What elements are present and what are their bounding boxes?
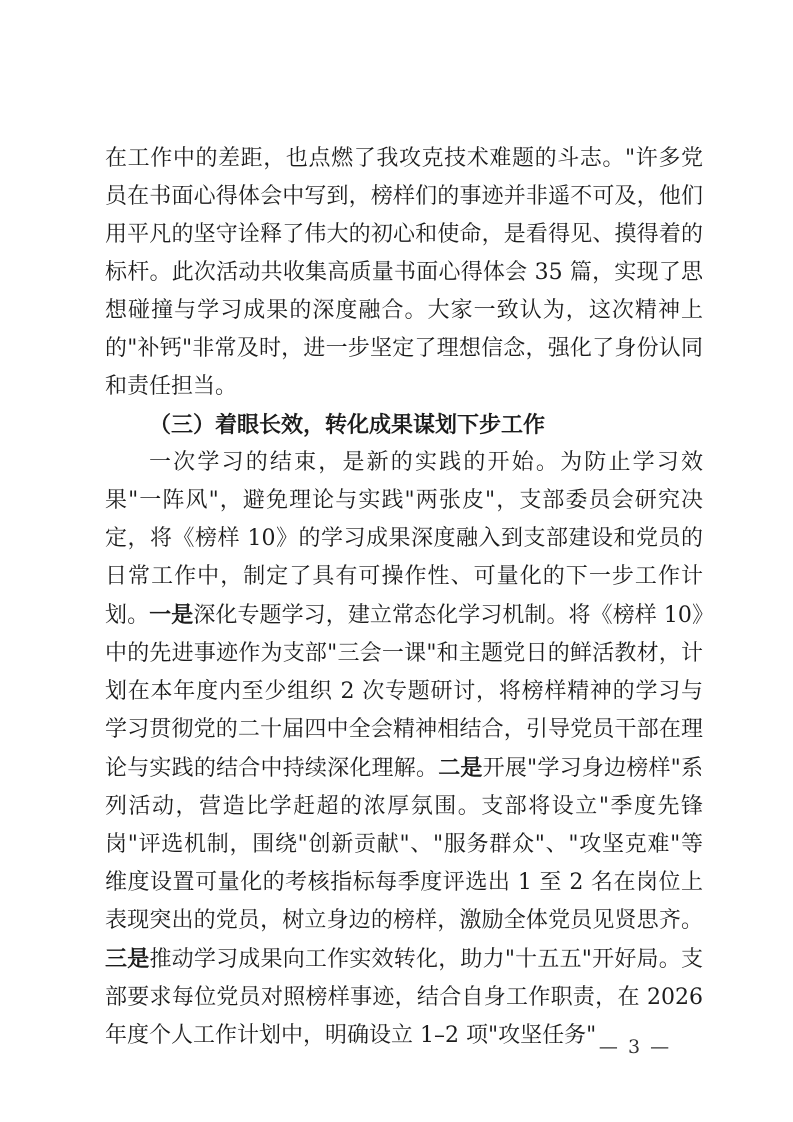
list-marker-third: 三是: [105, 946, 150, 972]
paragraph-segment: 一次学习的结束，是新的实践的开始。为防止学习效果"一阵风"，避免理论与实践"两张皮"，支部委员会研究决定，将《榜样 10》的学习成果深度融入到支部建设和党员的日常工作中，制定了具有可操作性、可量化的下一步工作计划。: [105, 450, 703, 628]
body-paragraph-plan: [105, 444, 703, 1055]
page-number: — 3 —: [598, 1036, 672, 1058]
list-marker-first: 一是: [149, 602, 194, 628]
section-heading: （三）着眼长效，转化成果谋划下步工作: [149, 412, 546, 438]
paragraph-segment: 开展"学习身边榜样"系列活动，营造比学赶超的浓厚氛围。支部将设立"季度先锋岗"评选机制，围绕"创新贡献"、"服务群众"、"攻坚克难"等维度设置可量化的考核指标每季度评选出 1 至 2 名在岗位上表现突出的党员，树立身边的榜样，激励全体党员见贤思齐。: [105, 756, 703, 933]
list-marker-second: 二是: [438, 755, 483, 781]
document-body: [105, 140, 703, 1055]
paragraph-segment: 推动学习成果向工作实效转化，助力"十五五"开好局。支部要求每位党员对照榜样事迹，结合自身工作职责，在 2026 年度个人工作计划中，明确设立 1–2 项"攻坚任务": [105, 947, 703, 1048]
body-paragraph-continuation: 在工作中的差距，也点燃了我攻克技术难题的斗志。"许多党员在书面心得体会中写到，榜样们的事迹并非遥不可及，他们用平凡的坚守诠释了伟大的初心和使命，是看得见、摸得着的标杆。此次活动共收集高质量书面心得体会 35 篇，实现了思想碰撞与学习成果的深度融合。大家一致认为，这次精神上的"补钙"非常及时，进一步坚定了理想信念，强化了身份认同和责任担当。: [105, 146, 703, 399]
paragraph-segment: 深化专题学习，建立常态化学习机制。将《榜样 10》中的先进事迹作为支部"三会一课"和主题党日的鲜活教材，计划在本年度内至少组织 2 次专题研讨，将榜样精神的学习与学习贯彻党的二十届四中全会精神相结合，引导党员干部在理论与实践的结合中持续深化理解。: [105, 603, 703, 781]
